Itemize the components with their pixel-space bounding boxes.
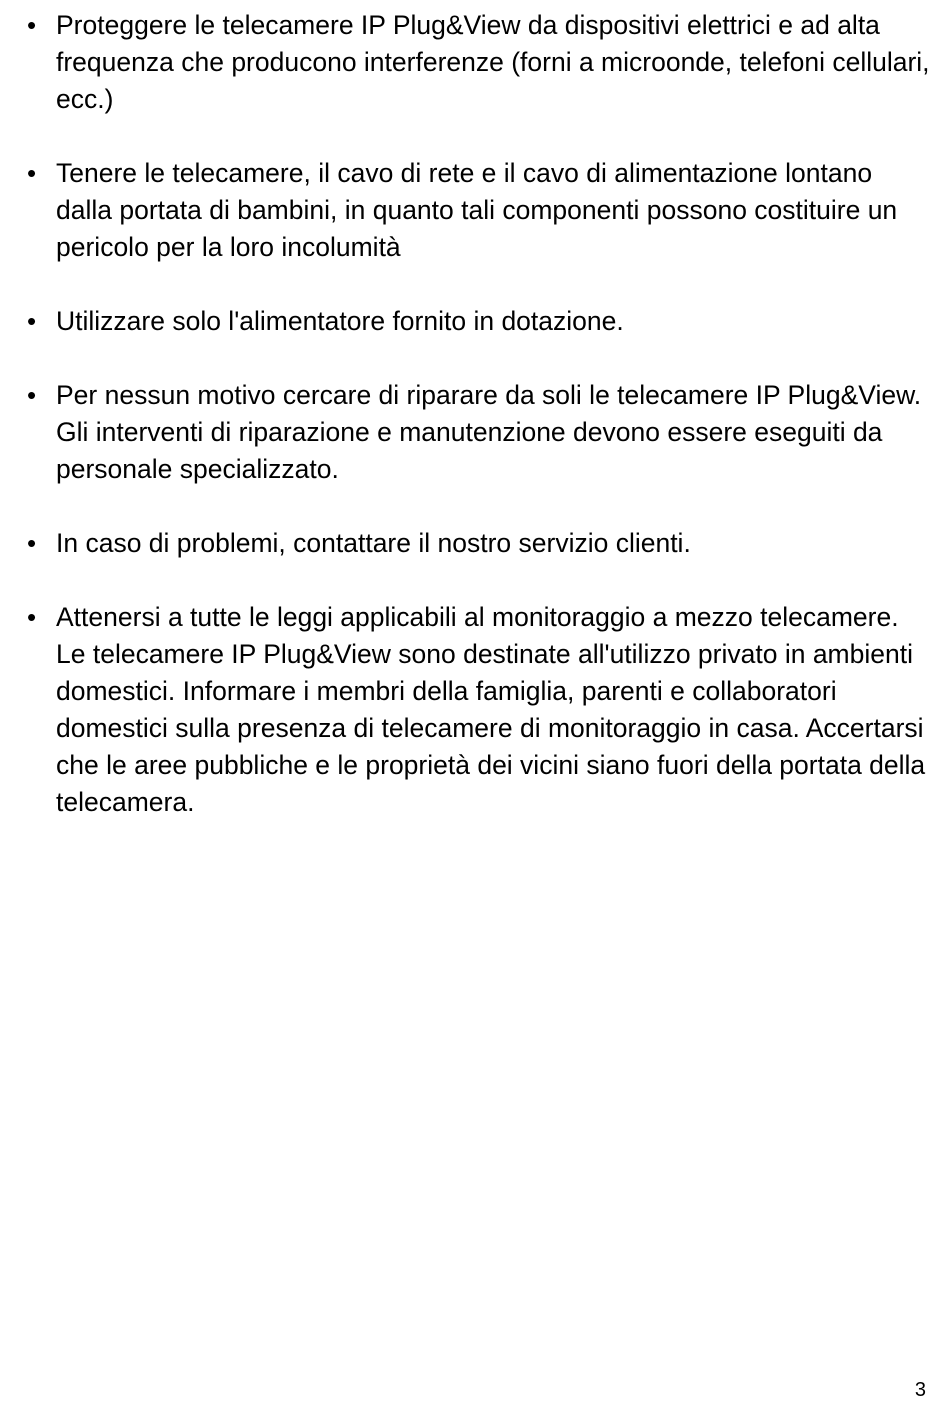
bullet-icon: •	[27, 380, 37, 410]
list-item-text: Proteggere le telecamere IP Plug&View da dispositivi elettrici e ad alta frequenza che producono interferenze (forni a microonde, telefoni cellulari, ecc.)	[56, 10, 930, 114]
list-item-text: Tenere le telecamere, il cavo di rete e il cavo di alimentazione lontano dalla portata di bambini, in quanto tali componenti possono costituire un pericolo per la loro incolumità	[56, 158, 898, 262]
bullet-icon: •	[27, 158, 37, 188]
safety-bullet-list	[0, 7, 950, 858]
list-item	[0, 303, 950, 340]
list-item	[0, 377, 950, 488]
list-item	[0, 7, 950, 118]
list-item-text: Attenersi a tutte le leggi applicabili al monitoraggio a mezzo telecamere. Le telecamere IP Plug&View sono destinate all'utilizzo privato in ambienti domestici. Informare i membri della famiglia, parenti e collaboratori domestici sulla presenza di telecamere di monitoraggio in casa. Accertarsi che le aree pubbliche e le proprietà dei vicini siano fuori della portata della telecamera.	[56, 602, 926, 817]
page-number: 3	[914, 1379, 926, 1401]
bullet-icon: •	[27, 306, 37, 336]
list-item	[0, 525, 950, 562]
bullet-icon: •	[27, 528, 37, 558]
list-item-text: Per nessun motivo cercare di riparare da soli le telecamere IP Plug&View. Gli interventi di riparazione e manutenzione devono essere eseguiti da personale specializzato.	[56, 380, 922, 484]
list-item	[0, 155, 950, 266]
list-item-text: In caso di problemi, contattare il nostro servizio clienti.	[56, 528, 691, 558]
bullet-icon: •	[27, 10, 37, 40]
list-item-text: Utilizzare solo l'alimentatore fornito in dotazione.	[56, 306, 624, 336]
list-item	[0, 599, 950, 821]
bullet-icon: •	[27, 602, 37, 632]
